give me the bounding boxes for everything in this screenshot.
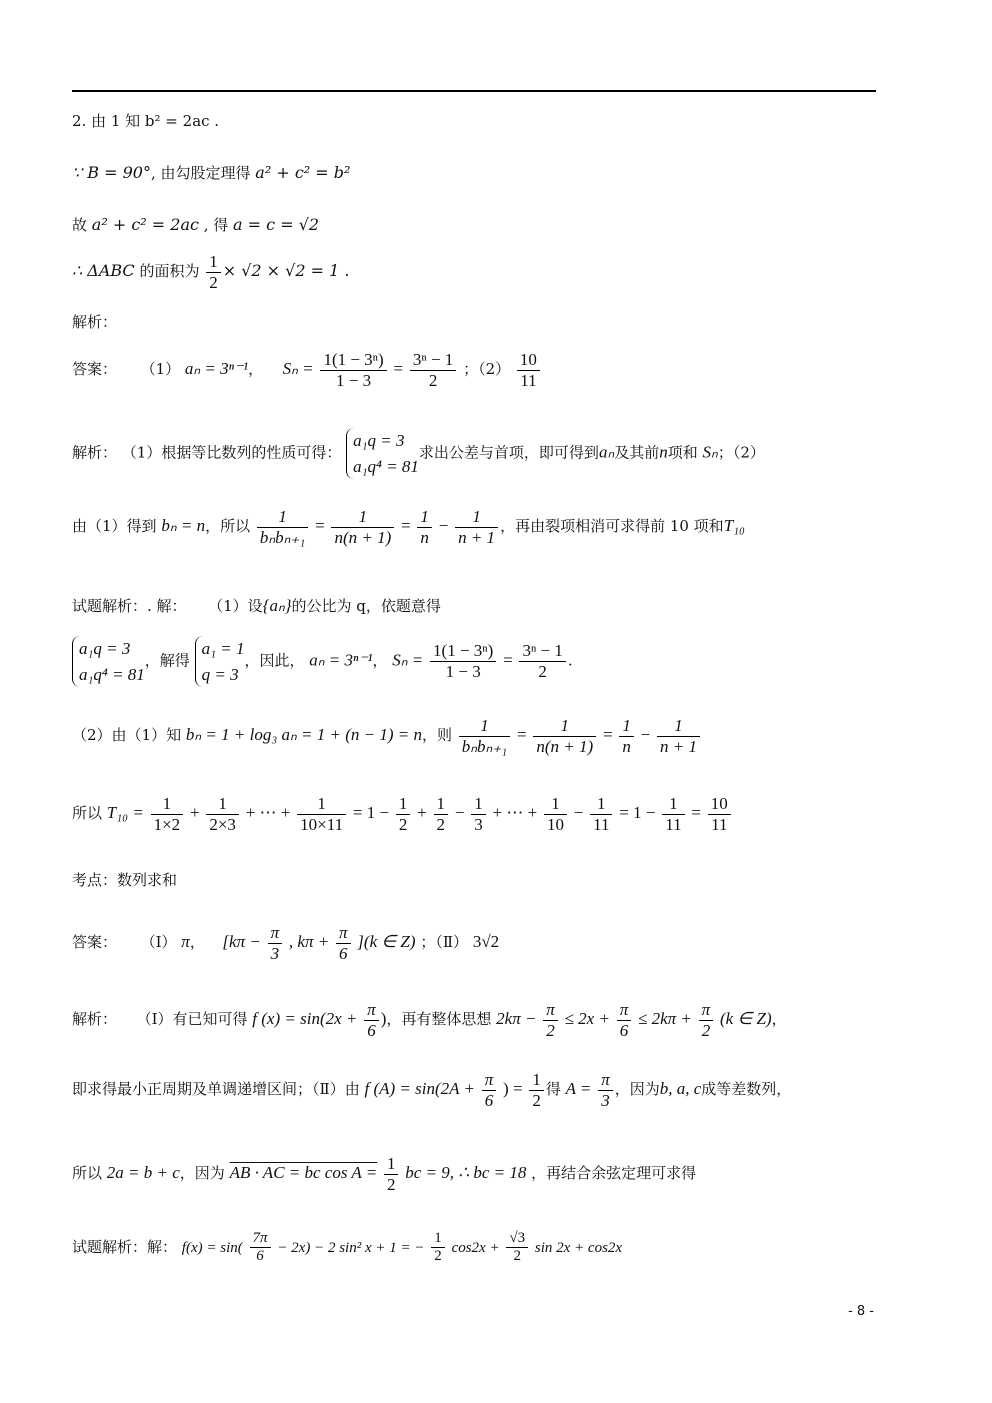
math-interval-b: , kπ +	[288, 932, 330, 952]
frac-pi6-3: $\frac{\pi}{6}$	[617, 1000, 632, 1040]
header-rule	[72, 90, 876, 92]
text-l16d: 成等差数列，	[701, 1080, 792, 1099]
line-12: 所以 T₁₀ = $\frac{1}{1\times 2}$ + $\frac{1}{2\times 3}$ + ⋯ + $\frac{1}{10\times 11}$ = 1 − $\frac{1}{2}$ + $\frac{1}{2}$ − $\frac{1}{3}$ + ⋯ + $\frac{1}{10}$ − $\frac{1}{11}$ = 1 − $\frac{1}{11}$ = $\frac{10}{11}$	[72, 794, 733, 834]
frac-split-8: $\frac{1}{n + 1}$	[657, 716, 700, 756]
math-pi: π	[181, 932, 190, 952]
math-fx2-c: cos2x +	[451, 1239, 500, 1256]
text-l16b: 得	[545, 1080, 561, 1099]
text-l10b: ，因此，	[244, 651, 305, 670]
math-fx2-b: − 2x) − 2 sin² x + 1 = −	[277, 1239, 425, 1256]
text-l1: 2. 由 1 知 b² = 2ac .	[72, 112, 220, 130]
line-10	[72, 636, 573, 687]
line-17	[72, 1154, 696, 1194]
text-l15a: 解析：	[72, 1010, 118, 1029]
text-l11b: ，则	[421, 726, 452, 745]
text-l15d: ，	[771, 1010, 787, 1029]
text-l15c: ，再有整体思想	[386, 1010, 492, 1029]
math-an: aₙ = 3ⁿ⁻¹	[184, 359, 249, 379]
text-l11a: （2）由（1）知	[72, 726, 182, 745]
text-l8c: ，再由裂项相消可求得前 10 项和	[500, 517, 724, 536]
frac-sum-2: $\frac{1}{2\times 3}$	[206, 794, 239, 834]
math-ineq-d: (k ∈ Z)	[719, 1009, 772, 1029]
frac-tel-a: $\frac{1}{2}$	[396, 794, 411, 834]
frac-split-3: $\frac{1}{n}$	[417, 507, 432, 547]
line-7	[72, 428, 765, 479]
math-area: × √2 × √2 = 1 .	[222, 261, 350, 281]
frac-half-3: $\frac{1}{2}$	[384, 1154, 399, 1194]
frac-tel-d: $\frac{1}{10}$	[544, 794, 567, 834]
text-l3c: , 得	[198, 216, 234, 234]
math-sn-label-2: Sₙ =	[392, 650, 424, 670]
math-bn-log: bₙ = 1 + log₃ aₙ = 1 + (n − 1) = n	[185, 725, 422, 745]
text-l3a: 故	[72, 216, 92, 234]
math-two-a: 2a = b + c	[106, 1163, 180, 1183]
frac-split-6: $\frac{1}{n(n + 1)}$	[533, 716, 596, 756]
math-an-res: aₙ = 3ⁿ⁻¹	[309, 650, 373, 670]
frac-half-2: $\frac{1}{2}$	[529, 1070, 544, 1110]
text-l13: 考点：数列求和	[72, 871, 178, 889]
frac-pi3: $\frac{\pi}{3}$	[268, 923, 283, 963]
math-bn: bₙ = n	[161, 516, 206, 536]
frac-7pi6: $\frac{7\pi}{6}$	[250, 1230, 271, 1266]
frac-tel-c: $\frac{1}{3}$	[471, 794, 486, 834]
math-t10: T₁₀	[723, 516, 745, 536]
frac-sn-3: $\frac{\text{1(1 − 3ⁿ)}}{1 - 3}$	[430, 641, 496, 681]
math-ans-ii: 3√2	[472, 932, 500, 952]
math-n: n	[659, 442, 668, 462]
text-l14d: ，	[189, 933, 205, 952]
text-l10c: ，	[372, 651, 388, 670]
math-triangle: ∴ ΔABC	[72, 261, 135, 281]
frac-tel-b: $\frac{1}{2}$	[434, 794, 449, 834]
frac-pi6: $\frac{\pi}{6}$	[336, 923, 351, 963]
math-ineq-c: ≤ 2kπ +	[638, 1009, 692, 1029]
text-l2b: , 由勾股定理得	[150, 164, 256, 182]
text-l6e: ；（2）	[463, 360, 511, 379]
text-l17b: ，因为	[179, 1164, 225, 1183]
text-l9c: 的公比为 q，依题意得	[291, 597, 441, 615]
math-fx2-d: sin 2x + cos2x	[534, 1239, 623, 1256]
math-pyth: a² + c² = b²	[255, 163, 351, 182]
text-l10a: ，解得	[144, 651, 190, 670]
math-sum-dots: + ⋯ +	[245, 803, 291, 823]
math-sn-eq: =	[393, 359, 404, 379]
math-interval-c: ](k ∈ Z)	[357, 932, 416, 952]
frac-split-4: $\frac{1}{n + 1}$	[455, 507, 498, 547]
line-11: （2）由（1）知 bₙ = 1 + log₃ aₙ = 1 + (n − 1) = n，则 $\frac{1}{\text{bₙbₙ₊₁}}$ = $\frac{1}{n(n + 1)}$ = $\frac{1}{n}$ − $\frac{1}{n + 1}$	[72, 716, 702, 756]
frac-pi3-2: $\frac{\pi}{3}$	[598, 1070, 613, 1110]
frac-split-7: $\frac{1}{n}$	[619, 716, 634, 756]
text-l17c: ，再结合余弦定理可求得	[531, 1164, 697, 1183]
frac-sn-4: $\frac{\text{3ⁿ − 1}}{2}$	[519, 641, 565, 681]
math-ineq-a: 2kπ −	[496, 1009, 537, 1029]
math-b90: ∵ B = 90°	[72, 163, 151, 182]
frac-pi6-4: $\frac{\pi}{6}$	[482, 1070, 497, 1110]
math-dot-a: AB · AC = bc cos A =	[229, 1163, 378, 1183]
line-8: 由（1）得到 bₙ = n，所以 $\frac{1}{\text{bₙbₙ₊₁}}$ = $\frac{1}{n(n + 1)}$ = $\frac{1}{n}$ − $\frac{1}{n + 1}$ ，再由裂项相消可求得前 10 项和T₁₀	[72, 507, 745, 547]
math-minus-2: −	[640, 725, 651, 745]
text-l6d: ，	[248, 360, 264, 379]
math-sn-2: Sₙ	[702, 442, 718, 462]
system-solution: a₁ = 1 q = 3	[195, 636, 245, 687]
math-interval-a: [kπ −	[222, 932, 261, 952]
frac-sqrt3: $\frac{√3}{2}$	[506, 1230, 528, 1266]
math-seq-an: {aₙ}	[262, 596, 292, 615]
text-l7d: 及其前	[614, 443, 660, 462]
text-l17a: 所以	[72, 1164, 103, 1183]
math-an-2: aₙ	[598, 442, 615, 462]
frac-sum-1: $\frac{1}{1\times 2}$	[151, 794, 184, 834]
text-l5: 解析：	[72, 313, 118, 331]
line-16	[72, 1070, 791, 1110]
math-sum-mid: = 1 −	[352, 803, 390, 823]
text-l14e: ；（Ⅱ）	[420, 933, 469, 952]
math-A-eq: A =	[565, 1079, 592, 1099]
frac-split-2: $\frac{1}{n(n + 1)}$	[331, 507, 394, 547]
line-13	[72, 869, 177, 890]
frac-split-1: $\frac{1}{\text{bₙbₙ₊₁}}$	[257, 507, 308, 547]
text-l16c: ，因为	[614, 1080, 660, 1099]
math-t10-eq: T₁₀ =	[106, 803, 144, 823]
math-fA-b: ) =	[503, 1079, 523, 1099]
text-l4b: 的面积为	[134, 262, 205, 281]
math-ineq-b: ≤ 2x +	[564, 1009, 610, 1029]
math-fA-a: f (A) = sin(2A +	[364, 1079, 475, 1099]
text-l12a: 所以	[72, 804, 103, 823]
math-l3d: a = c = √2	[233, 215, 320, 234]
math-sn-eq-2: =	[503, 650, 513, 670]
math-fx2-a: f(x) = sin(	[181, 1239, 243, 1256]
text-l8a: 由（1）得到	[72, 517, 157, 536]
text-l7e: 项和	[667, 443, 698, 462]
frac-half-4: $\frac{1}{2}$	[431, 1230, 445, 1266]
line-9	[72, 595, 441, 616]
frac-tel-e: $\frac{1}{11}$	[590, 794, 612, 834]
text-l9a: 试题解析：. 解：	[72, 597, 187, 615]
line-5	[72, 311, 117, 332]
frac-sn-2: $\frac{\text{3ⁿ − 1}}{2}$	[410, 350, 456, 390]
frac-sum-3: $\frac{1}{10\times 11}$	[297, 794, 346, 834]
frac-pi6-2: $\frac{\pi}{6}$	[364, 1000, 379, 1040]
text-l15b: （Ⅰ）有已知可得	[136, 1010, 248, 1029]
text-l7a: 解析：	[72, 443, 118, 462]
math-fx-b: )	[380, 1009, 387, 1029]
text-l7b: （1）根据等比数列的性质可得：	[121, 443, 342, 462]
text-l18a: 试题解析：解：	[72, 1237, 178, 1256]
line-3	[72, 214, 319, 235]
line-1	[72, 110, 219, 131]
system-2: a₁q = 3 a₁q⁴ = 81	[72, 636, 145, 687]
math-fx-a: f (x) = sin(2x +	[252, 1009, 358, 1029]
text-l14b: （Ⅰ）	[140, 933, 177, 952]
math-minus: −	[438, 516, 449, 536]
text-l10d: .	[567, 651, 573, 670]
math-bac: b, a, c	[659, 1079, 702, 1099]
math-dot-b: bc = 9, ∴ bc = 18	[405, 1163, 527, 1183]
text-l7f: ；（2）	[717, 443, 765, 462]
text-answer-label: 答案：	[72, 360, 118, 379]
math-l3b: a² + c² = 2ac	[91, 215, 199, 234]
page-number: - 8 -	[848, 1304, 874, 1319]
line-14	[72, 923, 499, 963]
text-answer-label-2: 答案：	[72, 933, 118, 952]
line-6	[72, 350, 542, 390]
line-4	[72, 252, 349, 292]
frac-sn-1: $\frac{\text{1(1 − 3ⁿ)}}{1 - 3}$	[320, 350, 386, 390]
frac-pi2: $\frac{\pi}{2}$	[543, 1000, 558, 1040]
frac-half: $\frac{1}{2}$	[206, 252, 221, 292]
line-15	[72, 1000, 787, 1040]
text-l6b: （1）	[140, 360, 181, 379]
frac-tel-g: $\frac{10}{11}$	[708, 794, 731, 834]
line-18	[72, 1230, 622, 1266]
frac-pi2-2: $\frac{\pi}{2}$	[699, 1000, 714, 1040]
line-2	[72, 162, 350, 183]
text-l9b: （1）设	[208, 597, 263, 615]
system-1: a₁q = 3 a₁q⁴ = 81	[346, 428, 419, 479]
text-l8b: ，所以	[205, 517, 251, 536]
frac-ans2: $\frac{10}{11}$	[517, 350, 540, 390]
text-l16a: 即求得最小正周期及单调递增区间；（Ⅱ）由	[72, 1080, 360, 1099]
frac-tel-f: $\frac{1}{11}$	[662, 794, 684, 834]
text-l7c: 求出公差与首项，即可得到	[418, 443, 599, 462]
math-sn-label: Sₙ =	[282, 359, 314, 379]
frac-split-5: $\frac{1}{\text{bₙbₙ₊₁}}$	[459, 716, 510, 756]
